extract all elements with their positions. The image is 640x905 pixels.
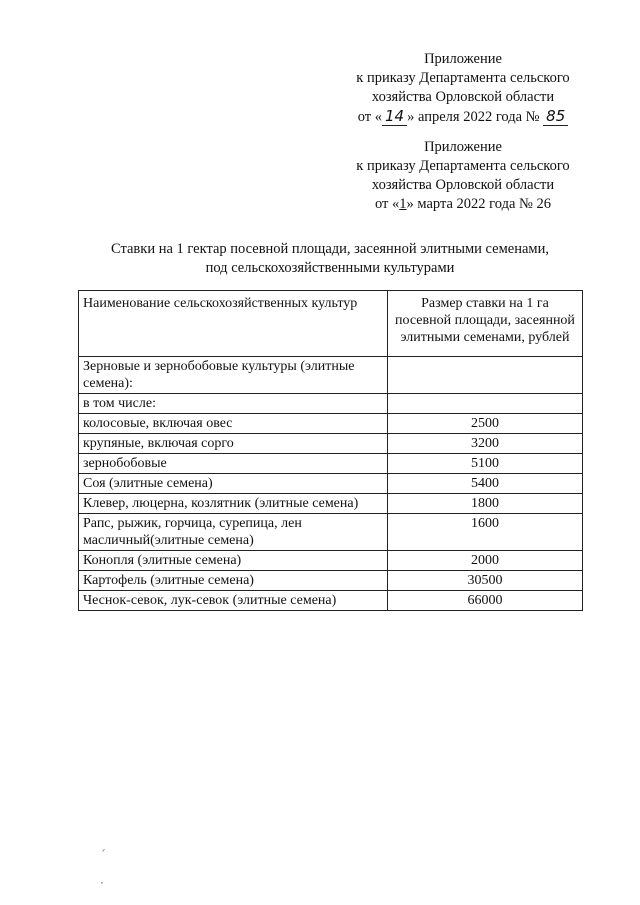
scan-mark: · [100, 876, 104, 890]
order-date-line [338, 107, 588, 127]
rate-value: 2000 [388, 551, 583, 571]
column-header-crop: Наименование сельскохозяйственных культур [79, 291, 388, 357]
handwritten-day: 14 [382, 107, 407, 126]
order-reference: к приказу Департамента сельского [356, 158, 570, 174]
table-row [79, 357, 583, 394]
rate-value [388, 357, 583, 394]
crop-name: Рапс, рыжик, горчица, сурепица, лен масличный(элитные семена) [79, 514, 388, 551]
crop-name: Соя (элитные семена) [79, 474, 388, 494]
date-suffix: » марта 2022 года № 26 [406, 196, 551, 212]
appendix-label: Приложение [424, 51, 502, 67]
department-name: хозяйства Орловской области [371, 89, 555, 105]
table-row [79, 454, 583, 474]
date-prefix: от « [375, 196, 400, 212]
crop-name: колосовые, включая овес [79, 414, 388, 434]
rate-value: 5100 [388, 454, 583, 474]
rate-value: 1600 [388, 514, 583, 551]
appendix-header-current [338, 50, 588, 127]
rate-value: 2500 [388, 414, 583, 434]
crop-name: Зерновые и зернобобовые культуры (элитные семена): [79, 357, 388, 394]
table-row [79, 514, 583, 551]
department-name: хозяйства Орловской области [371, 177, 555, 193]
title-line-2: под сельскохозяйственными культурами [205, 260, 455, 276]
crop-name: Конопля (элитные семена) [79, 551, 388, 571]
crop-name: крупяные, включая сорго [79, 434, 388, 454]
table-row [79, 571, 583, 591]
document-title [60, 240, 600, 278]
appendix-header-original [338, 138, 588, 214]
crop-name: Чеснок-севок, лук-севок (элитные семена) [79, 591, 388, 611]
rate-value: 66000 [388, 591, 583, 611]
order-day: 1 [399, 196, 407, 212]
date-middle: » апреля 2022 года № [407, 109, 540, 125]
table-row [79, 551, 583, 571]
table-row [79, 591, 583, 611]
rate-value: 3200 [388, 434, 583, 454]
table-row [79, 494, 583, 514]
rate-value [388, 394, 583, 414]
table-row [79, 434, 583, 454]
table-header-row [79, 291, 583, 357]
date-prefix: от « [357, 109, 383, 125]
crop-name: Клевер, люцерна, козлятник (элитные семена) [79, 494, 388, 514]
crop-name: в том числе: [79, 394, 388, 414]
column-header-rate: Размер ставки на 1 га посевной площади, засеянной элитными семенами, рублей [388, 291, 583, 357]
table-row [79, 394, 583, 414]
crop-name: Картофель (элитные семена) [79, 571, 388, 591]
rate-value: 1800 [388, 494, 583, 514]
rate-value: 5400 [388, 474, 583, 494]
scan-mark: ˊ [100, 848, 106, 862]
order-date-line [338, 195, 588, 214]
crop-name: зернобобовые [79, 454, 388, 474]
table-row [79, 414, 583, 434]
order-reference: к приказу Департамента сельского [356, 70, 570, 86]
title-line-1: Ставки на 1 гектар посевной площади, засеянной элитными семенами, [111, 241, 549, 257]
handwritten-order-number: 85 [543, 107, 568, 126]
rate-value: 30500 [388, 571, 583, 591]
appendix-label: Приложение [424, 139, 502, 155]
table-row [79, 474, 583, 494]
rates-table [78, 290, 583, 611]
